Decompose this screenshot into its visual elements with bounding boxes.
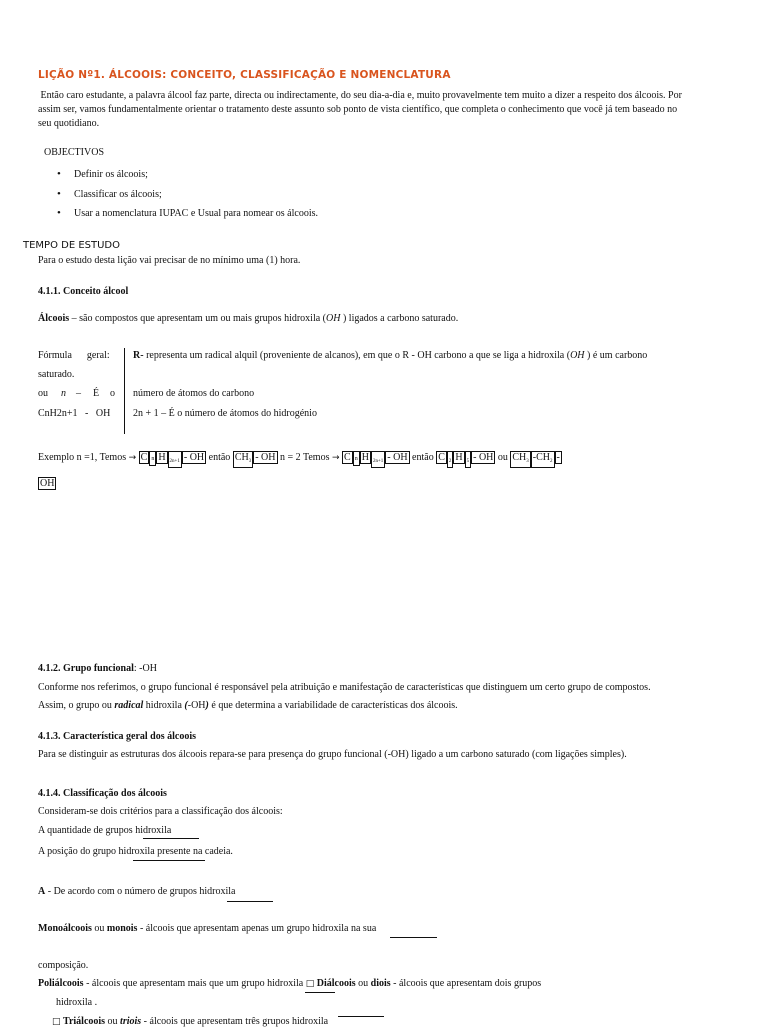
section-4-1-4-line-1: Consideram-se dois critérios para a classificação dos álcoois: (38, 806, 283, 817)
objective-item: • Definir os álcoois; (74, 169, 148, 180)
blank-line (390, 937, 437, 938)
monoalcohol-definition: Monoálcoois ou monois - álcoois que apresentam apenas um grupo hidroxila na sua (38, 923, 377, 934)
checkbox-icon: □ (305, 979, 315, 989)
criterion-quantity: A quantidade de grupos hidroxila (38, 825, 172, 836)
section-4-1-2-line-1: Conforme nos referimos, o grupo funcional é responsável pela atribuição e manifestação de características que distinguem um certo grupo de compostos. (38, 682, 651, 693)
blank-line (227, 901, 273, 902)
composition-text: composição. (38, 960, 89, 971)
formula-h-description: 2n + 1 – É o número de átomos do hidrogénio (133, 408, 317, 419)
formula-label: Fórmula geral: (38, 350, 110, 361)
intro-line-2: assim ser, vamos fundamentalmente orientar o tratamento deste assunto sob ponto de vista científico, que completa o conhecimento que você já tem baseado no (38, 104, 678, 115)
section-a-heading: A - De acordo com o número de grupos hidroxila (38, 886, 236, 897)
section-4-1-2-heading: 4.1.2. Grupo funcional: -OH (38, 663, 157, 674)
formula-n-description: número de átomos do carbono (133, 388, 255, 399)
study-time-text: Para o estudo desta lição vai precisar de no mínimo uma (1) hora. (38, 255, 301, 266)
polyalcohol-definition: Poliálcoois - álcoois que apresentam mais que um grupo hidroxila □ Diálcoois ou diois - álcoois que apresentam dois grupos (38, 978, 542, 989)
formula-r-description: R- representa um radical alquil (proveniente de alcanos), em que o R - OH carbono a que se liga a hidroxila (OH ) é um carbono (133, 350, 648, 361)
objective-item: • Classificar os álcoois; (74, 189, 162, 200)
blank-line (305, 992, 335, 993)
trialcohol-definition: □ Triálcoois ou triois - álcoois que apresentam três grupos hidroxila (52, 1016, 329, 1027)
criterion-position: A posição do grupo hidroxila presente na cadeia. (38, 846, 233, 857)
section-4-1-4-heading: 4.1.4. Classificação dos álcoois (38, 788, 167, 799)
section-4-1-2-line-2: Assim, o grupo ou radical hidroxila (-OH) é que determina a variabilidade de características dos álcoois. (38, 700, 458, 711)
general-formula: CnH2n+1 - OH (38, 408, 111, 419)
checkbox-icon: □ (52, 1017, 61, 1027)
blank-line (133, 860, 205, 861)
arrow-icon: → (128, 453, 137, 463)
section-4-1-1-heading: 4.1.1. Conceito álcool (38, 286, 129, 297)
objectives-heading: OBJECTIVOS (44, 147, 105, 158)
arrow-icon: → (331, 453, 340, 463)
section-4-1-3-heading: 4.1.3. Característica geral dos álcoois (38, 731, 197, 742)
lesson-title: LIÇÃO Nº1. ÁLCOOIS: CONCEITO, CLASSIFICAÇÃO E NOMENCLATURA (38, 69, 451, 81)
objective-item: • Usar a nomenclatura IUPAC e Usual para nomear os álcoois. (74, 208, 318, 219)
example-line: Exemplo n =1, Temos → C n H $_{2n+1}$ - OH então $CH_3$ - OH n = 2 Temos → C n H $_{2n+1}$ - OH então C $_2$ H $_5$ - OH ou $CH_3$ $-CH_2$ - (38, 451, 562, 468)
intro-line-1: Então caro estudante, a palavra álcool faz parte, directa ou indirectamente, do seu dia-a-dia e, muito provavelmente tem muito a dizer a respeito dos álcoois. Por (38, 90, 682, 101)
alcohol-definition: Álcoois – são compostos que apresentam um ou mais grupos hidroxila (OH ) ligados a carbono saturado. (38, 313, 459, 324)
polyalcohol-line-2: hidroxila . (56, 997, 98, 1008)
blank-line (143, 838, 199, 839)
study-time-heading: TEMPO DE ESTUDO (23, 240, 120, 251)
formula-saturated: saturado. (38, 369, 75, 380)
intro-line-3: seu quotidiano. (38, 118, 100, 129)
blank-line (338, 1016, 384, 1017)
example-oh: OH (40, 478, 55, 489)
formula-divider (124, 348, 125, 434)
section-4-1-3-line-1: Para se distinguir as estruturas dos álcoois repara-se para presença do grupo funcional (-OH) ligado a um carbono saturado (com ligações simples). (38, 749, 627, 760)
